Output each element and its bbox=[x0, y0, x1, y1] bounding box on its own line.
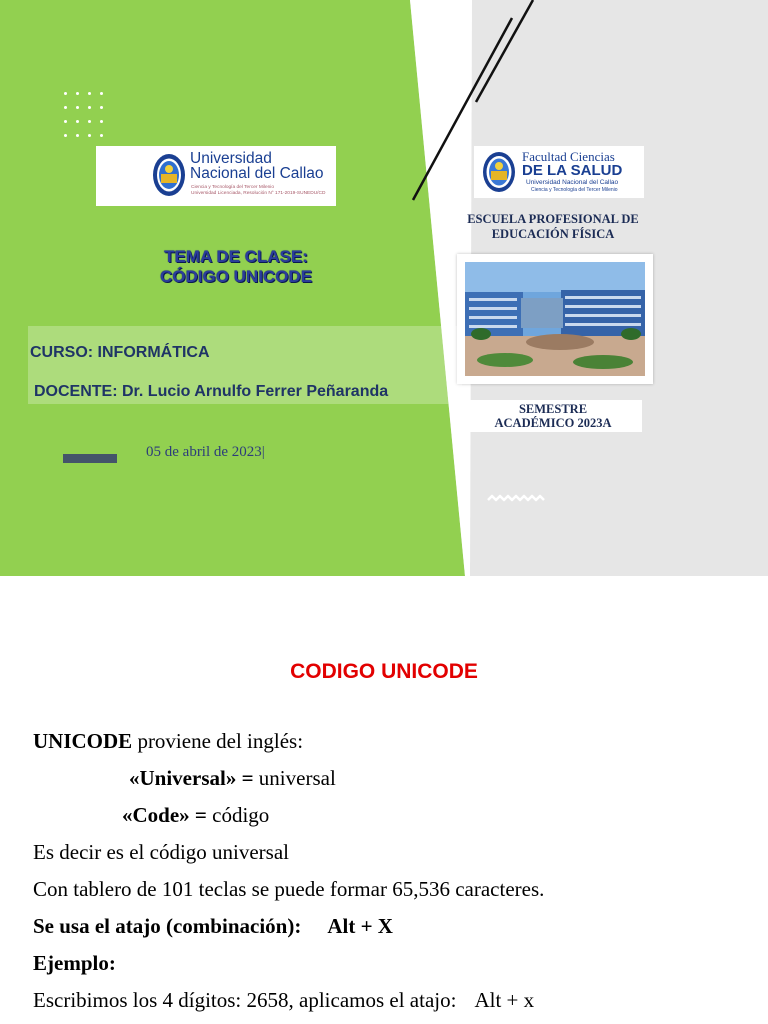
teacher-name: DOCENTE: Dr. Lucio Arnulfo Ferrer Peñaranda bbox=[34, 383, 389, 400]
example-heading: Ejemplo: bbox=[33, 951, 116, 975]
diagonal-line-short bbox=[476, 0, 533, 102]
class-topic-line2: CÓDIGO UNICODE bbox=[159, 267, 313, 286]
unac-logo-motto: Ciencia y Tecnología del Tercer Milenio bbox=[191, 185, 275, 190]
fcs-logo bbox=[474, 146, 644, 198]
class-topic-line1: TEMA DE CLASE: bbox=[164, 247, 308, 266]
es-decir-line: Es decir es el código universal bbox=[33, 840, 289, 864]
green-panel bbox=[0, 0, 465, 576]
campus-photo bbox=[457, 254, 653, 384]
course-name: CURSO: INFORMÁTICA bbox=[30, 344, 210, 361]
campus-illustration bbox=[465, 262, 645, 376]
tablero-line: Con tablero de 101 teclas se puede formar 65,536 caracteres. bbox=[33, 877, 545, 901]
shortcut-keys: Alt + X bbox=[327, 914, 393, 938]
unac-logo-line1: Universidad bbox=[190, 150, 272, 167]
slide-date: 05 de abril de 2023| bbox=[146, 444, 265, 460]
school-name bbox=[446, 212, 660, 242]
code-line bbox=[122, 803, 269, 828]
code-term: «Code» = bbox=[122, 803, 213, 827]
unac-seal-icon bbox=[152, 152, 186, 198]
unac-logo-line2: Nacional del Callao bbox=[190, 165, 324, 182]
shortcut-label: Se usa el atajo (combinación): bbox=[33, 914, 302, 938]
example-text: Escribimos los 4 dígitos: 2658, aplicamos el atajo: bbox=[33, 988, 457, 1012]
decorative-dash bbox=[63, 454, 117, 463]
fcs-logo-line4: Ciencia y Tecnología del Tercer Milenio bbox=[531, 187, 618, 193]
universal-term: «Universal» = bbox=[129, 766, 259, 790]
unicode-intro-line bbox=[33, 729, 303, 754]
unicode-intro-text: proviene del inglés: bbox=[132, 729, 304, 753]
semester-box bbox=[464, 400, 642, 432]
example-line bbox=[33, 988, 534, 1013]
code-translation: código bbox=[212, 803, 270, 827]
unac-logo-license: Universidad Licenciada, Resolución N° 171-2019-SUNEDU/CD bbox=[191, 191, 326, 196]
school-name-line2: EDUCACIÓN FÍSICA bbox=[491, 227, 615, 241]
squiggle-icon bbox=[488, 496, 544, 500]
document-title: CODIGO UNICODE bbox=[290, 660, 478, 683]
unicode-term: UNICODE bbox=[33, 729, 133, 753]
fcs-seal-icon bbox=[482, 150, 516, 194]
dot-grid-decoration bbox=[64, 92, 108, 140]
fcs-logo-line2: DE LA SALUD bbox=[522, 162, 623, 179]
semester-line2: ACADÉMICO 2023A bbox=[494, 416, 612, 430]
universal-translation: universal bbox=[258, 766, 336, 790]
fcs-logo-line1: Facultad Ciencias bbox=[522, 149, 615, 164]
unac-logo bbox=[96, 146, 336, 206]
shortcut-line bbox=[33, 914, 393, 939]
semester-line1: SEMESTRE bbox=[518, 402, 588, 416]
universal-line bbox=[129, 766, 336, 791]
school-name-line1: ESCUELA PROFESIONAL DE bbox=[467, 212, 639, 226]
example-keys: Alt + x bbox=[474, 988, 535, 1012]
fcs-logo-line3: Universidad Nacional del Callao bbox=[526, 179, 619, 186]
class-topic-title bbox=[96, 247, 376, 287]
